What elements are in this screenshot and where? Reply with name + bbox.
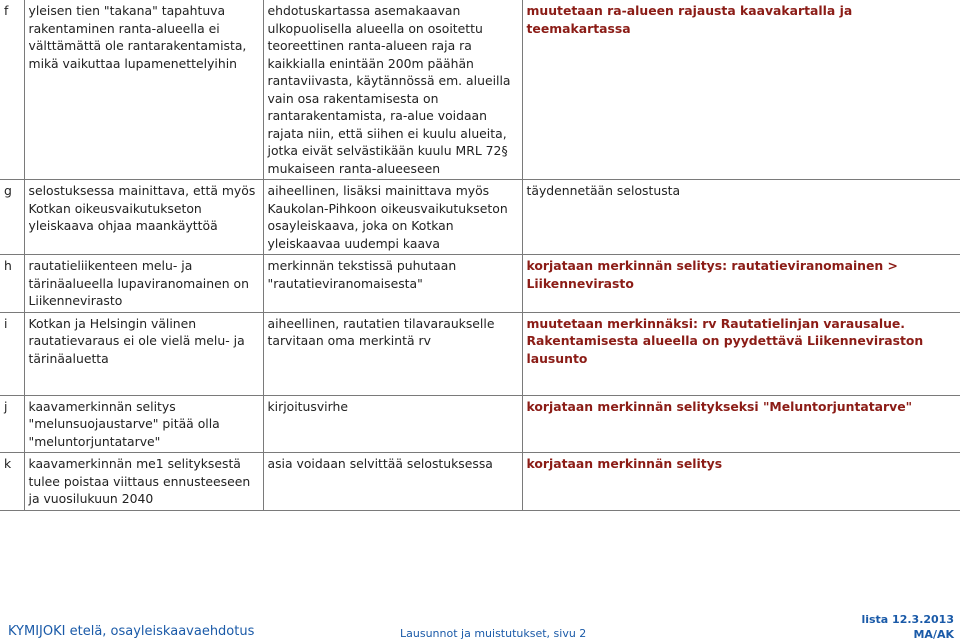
row-description: kaavamerkinnän me1 selityksestä tulee poistaa viittaus ennusteeseen ja vuosilukuun 2040: [24, 453, 263, 511]
footer-meta: [861, 612, 954, 642]
row-response: kirjoitusvirhe: [263, 395, 522, 453]
row-action: täydennetään selostusta: [522, 180, 960, 255]
row-description: kaavamerkinnän selitys "melunsuojaustarve" pitää olla "meluntorjuntatarve": [24, 395, 263, 453]
table-row: [0, 180, 960, 255]
table-row: [0, 0, 960, 180]
row-id: h: [0, 255, 24, 313]
row-response: asia voidaan selvittää selostuksessa: [263, 453, 522, 511]
row-action: muutetaan merkinnäksi: rv Rautatielinjan varausalue. Rakentamisesta alueella on pyydettävä Liikenneviraston lausunto: [522, 312, 960, 395]
row-id: g: [0, 180, 24, 255]
footer-document-title: KYMIJOKI etelä, osayleiskaavaehdotus: [8, 624, 255, 639]
table-row: [0, 395, 960, 453]
row-response: ehdotuskartassa asemakaavan ulkopuolisella alueella on osoitettu teoreettinen ranta-alueen raja ra kaikkialla enintään 200m päähän rantaviivasta, käytännössä em. alueilla vain osa rakentamisesta on rantarakentamista, ra-alue voidaan rajata niin, että siihen ei kuulu alueita, jotka eivät selvästikään kuulu MRL 72§ mukaiseen ranta-alueeseen: [263, 0, 522, 180]
row-response: aiheellinen, lisäksi mainittava myös Kaukolan-Pihkoon oikeusvaikutukseton osayleiskaava, joka on Kotkan yleiskaavaa uudempi kaava: [263, 180, 522, 255]
row-id: f: [0, 0, 24, 180]
table-row: [0, 453, 960, 511]
row-id: k: [0, 453, 24, 511]
table-row: [0, 312, 960, 395]
row-response: merkinnän tekstissä puhutaan "rautatieviranomaisesta": [263, 255, 522, 313]
row-description: rautatieliikenteen melu- ja tärinäalueella lupaviranomainen on Liikennevirasto: [24, 255, 263, 313]
row-id: i: [0, 312, 24, 395]
row-description: Kotkan ja Helsingin välinen rautatievaraus ei ole vielä melu- ja tärinäaluetta: [24, 312, 263, 395]
row-description: selostuksessa mainittava, että myös Kotkan oikeusvaikutukseton yleiskaava ohjaa maankäyttöä: [24, 180, 263, 255]
row-action: korjataan merkinnän selitys: [522, 453, 960, 511]
footer-date: lista 12.3.2013: [861, 613, 954, 626]
row-action: korjataan merkinnän selitys: rautatieviranomainen > Liikennevirasto: [522, 255, 960, 313]
row-action: muutetaan ra-alueen rajausta kaavakartalla ja teemakartassa: [522, 0, 960, 180]
footer-section: Lausunnot ja muistutukset, sivu 2: [400, 627, 587, 640]
footer-author: MA/AK: [913, 628, 954, 641]
row-action: korjataan merkinnän selitykseksi "Meluntorjuntatarve": [522, 395, 960, 453]
row-id: j: [0, 395, 24, 453]
row-description: yleisen tien "takana" tapahtuva rakentaminen ranta-alueella ei välttämättä ole rantarakentamista, mikä vaikuttaa lupamenettelyihin: [24, 0, 263, 180]
table-row: [0, 255, 960, 313]
row-response: aiheellinen, rautatien tilavaraukselle tarvitaan oma merkintä rv: [263, 312, 522, 395]
